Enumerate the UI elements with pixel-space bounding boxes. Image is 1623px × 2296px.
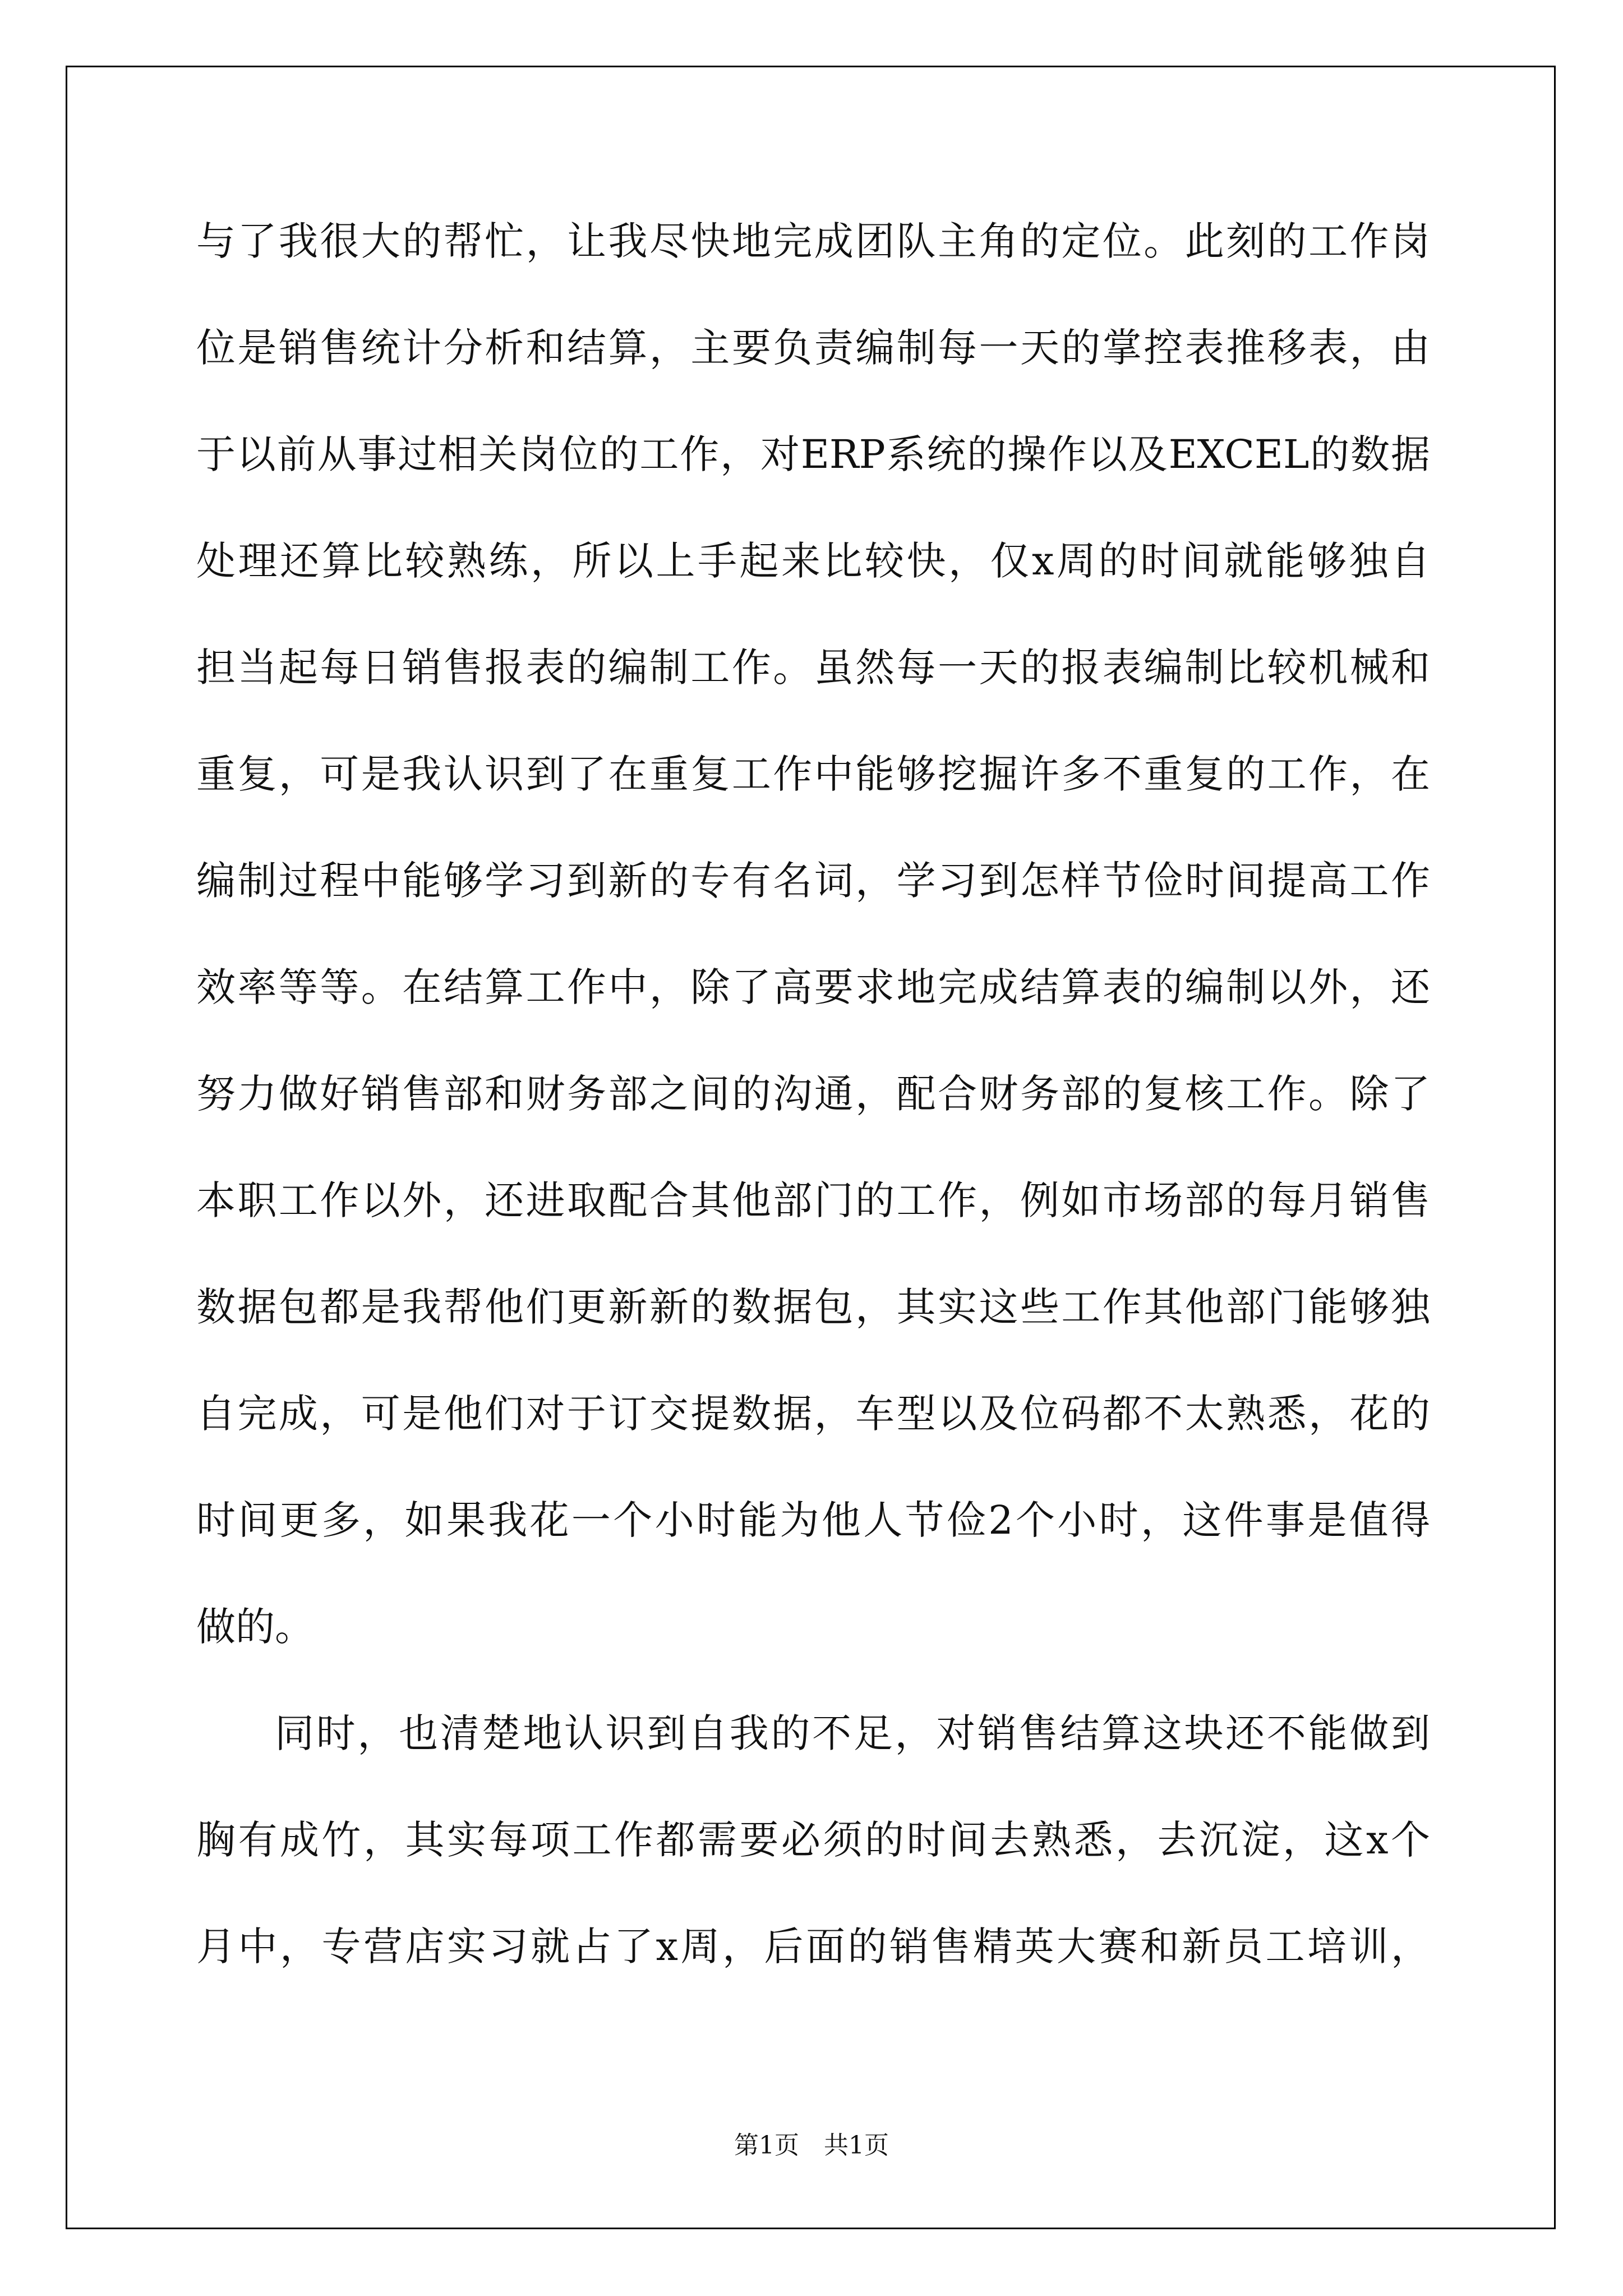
text-line: 月中，专营店实习就占了x周，后面的销售精英大赛和新员工培训， bbox=[196, 1924, 1430, 1970]
text-line: 时间更多，如果我花一个小时能为他人节俭2个小时，这件事是值得 bbox=[196, 1497, 1430, 1543]
text-line: 处理还算比较熟练，所以上手起来比较快，仅x周的时间就能够独自 bbox=[196, 538, 1430, 584]
text-line: 努力做好销售部和财务部之间的沟通，配合财务部的复核工作。除了 bbox=[196, 1071, 1430, 1117]
text-line: 效率等等。在结算工作中，除了高要求地完成结算表的编制以外，还 bbox=[196, 964, 1430, 1010]
page-number-footer: 第1页 共1页 bbox=[734, 2131, 889, 2160]
text-line: 胸有成竹，其实每项工作都需要必须的时间去熟悉，去沉淀，这x个 bbox=[196, 1817, 1430, 1863]
text-line: 自完成，可是他们对于订交提数据，车型以及位码都不太熟悉，花的 bbox=[196, 1391, 1430, 1437]
text-line: 同时，也清楚地认识到自我的不足，对销售结算这块还不能做到 bbox=[275, 1710, 1430, 1756]
text-line: 与了我很大的帮忙，让我尽快地完成团队主角的定位。此刻的工作岗 bbox=[196, 218, 1430, 264]
text-line: 担当起每日销售报表的编制工作。虽然每一天的报表编制比较机械和 bbox=[196, 645, 1430, 691]
text-line: 数据包都是我帮他们更新新的数据包，其实这些工作其他部门能够独 bbox=[196, 1284, 1430, 1330]
text-line: 位是销售统计分析和结算，主要负责编制每一天的掌控表推移表，由 bbox=[196, 325, 1430, 371]
text-line: 编制过程中能够学习到新的专有名词，学习到怎样节俭时间提高工作 bbox=[196, 858, 1430, 904]
text-line: 本职工作以外，还进取配合其他部门的工作，例如市场部的每月销售 bbox=[196, 1177, 1430, 1223]
text-line: 于以前从事过相关岗位的工作，对ERP系统的操作以及EXCEL的数据 bbox=[196, 431, 1430, 477]
page-border bbox=[66, 66, 1556, 2229]
text-line: 做的。 bbox=[196, 1604, 314, 1650]
text-line: 重复，可是我认识到了在重复工作中能够挖掘许多不重复的工作，在 bbox=[196, 751, 1430, 797]
